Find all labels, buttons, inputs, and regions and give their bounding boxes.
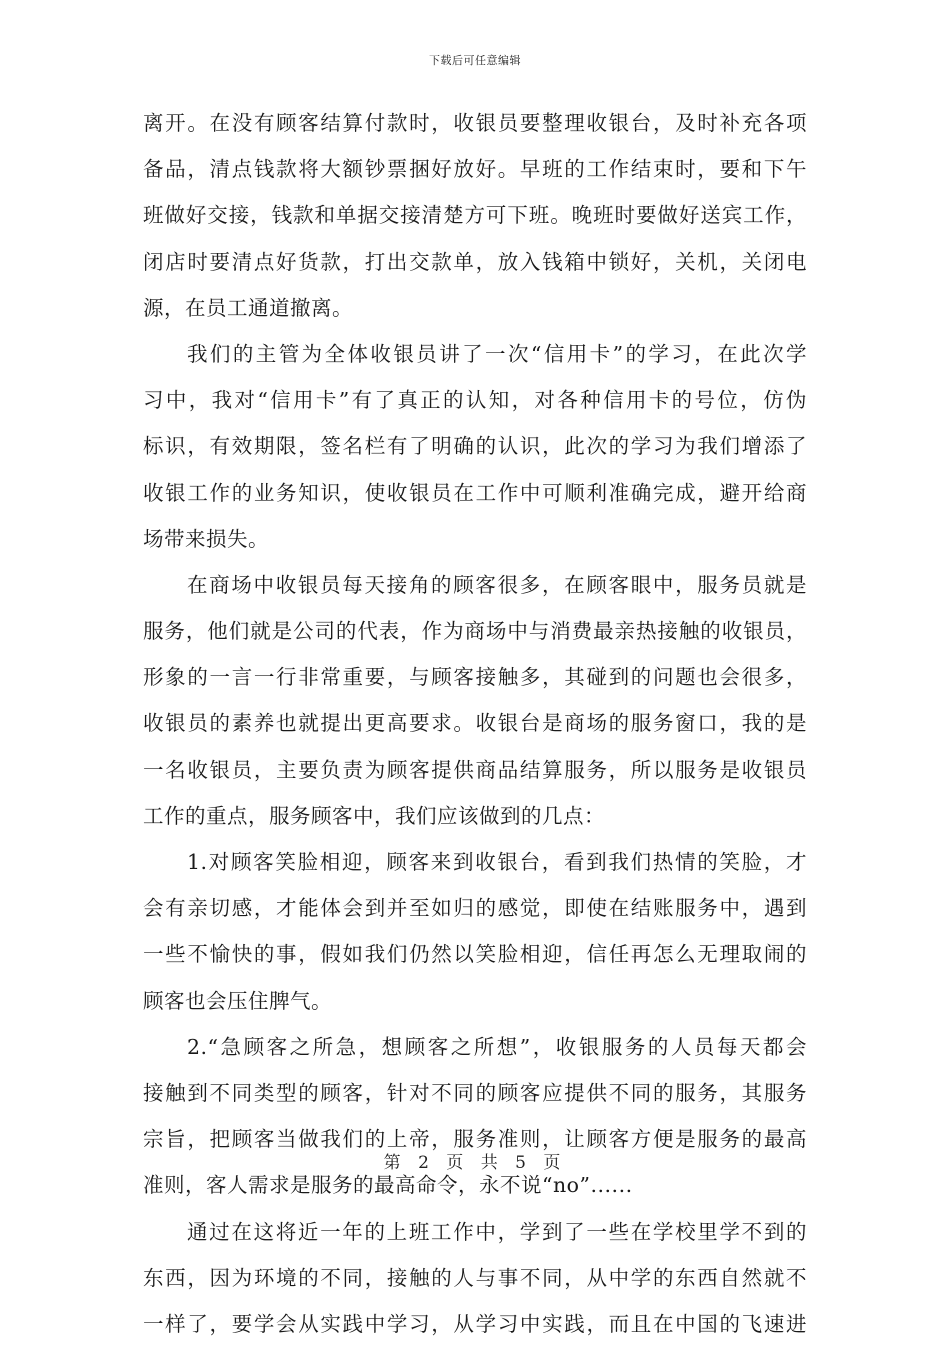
text-line: 东西，因为环境的不同，接触的人与事不同，从中学的东西自然就不	[143, 1265, 807, 1290]
text-line: 习中，我对“信用卡”有了真正的认知，对各种信用卡的号位，仿伪	[143, 388, 807, 413]
text-line: 工作的重点，服务顾客中，我们应该做到的几点：	[143, 803, 605, 828]
text-line: 一样了，要学会从实践中学习，从学习中实践，而且在中国的飞速进	[143, 1311, 807, 1336]
text-line: 一名收银员，主要负责为顾客提供商品结算服务，所以服务是收银员	[143, 757, 807, 782]
list-item-first-line: 2.“急顾客之所急，想顾客之所想”，收银服务的人员每天都会	[187, 1034, 807, 1059]
text-line: 班做好交接，钱款和单据交接清楚方可下班。晚班时要做好送宾工作，	[143, 203, 807, 228]
paragraph-first-line: 在商场中收银员每天接角的顾客很多，在顾客眼中，服务员就是	[187, 572, 807, 597]
text-line: 宗旨，把顾客当做我们的上帝，服务准则，让顾客方便是服务的最高	[143, 1127, 807, 1152]
text-line: 标识，有效期限，签名栏有了明确的认识，此次的学习为我们增添了	[143, 434, 807, 459]
list-item-first-line: 1.对顾客笑脸相迎，顾客来到收银台，看到我们热情的笑脸，才	[187, 850, 807, 874]
text-line: 顾客也会压住脾气。	[143, 988, 332, 1013]
text-line: 闭店时要清点好货款，打出交款单，放入钱箱中锁好，关机，关闭电	[143, 249, 807, 274]
text-line: 一些不愉快的事，假如我们仍然以笑脸相迎，信任再怎么无理取闹的	[143, 942, 807, 967]
text-line: 接触到不同类型的顾客，针对不同的顾客应提供不同的服务，其服务	[143, 1080, 807, 1105]
text-line: 收银员的素养也就提出更高要求。收银台是商场的服务窗口，我的是	[143, 711, 807, 736]
text-line: 服务，他们就是公司的代表，作为商场中与消费最亲热接触的收银员，	[143, 619, 807, 644]
text-line: 准则，客人需求是服务的最高命令，永不说“no”......	[143, 1173, 633, 1198]
text-line: 形象的一言一行非常重要，与顾客接触多，其碰到的问题也会很多，	[143, 665, 807, 690]
text-line: 场带来损失。	[143, 526, 269, 551]
text-line: 会有亲切感，才能体会到并至如归的感觉，即使在结账服务中，遇到	[143, 896, 807, 921]
page-header: 下载后可任意编辑	[429, 54, 521, 67]
text-line: 收银工作的业务知识，使收银员在工作中可顺利准确完成，避开给商	[143, 480, 807, 505]
page-number-footer: 第 2 页 共 5 页	[383, 1153, 567, 1173]
paragraph-first-line: 通过在这将近一年的上班工作中，学到了一些在学校里学不到的	[187, 1219, 807, 1244]
text-line: 离开。在没有顾客结算付款时，收银员要整理收银台，及时补充各项	[143, 111, 807, 135]
text-line: 备品，清点钱款将大额钞票捆好放好。早班的工作结束时，要和下午	[143, 157, 807, 182]
paragraph-first-line: 我们的主管为全体收银员讲了一次“信用卡”的学习，在此次学	[187, 341, 807, 366]
text-line: 源，在员工通道撤离。	[143, 295, 353, 320]
